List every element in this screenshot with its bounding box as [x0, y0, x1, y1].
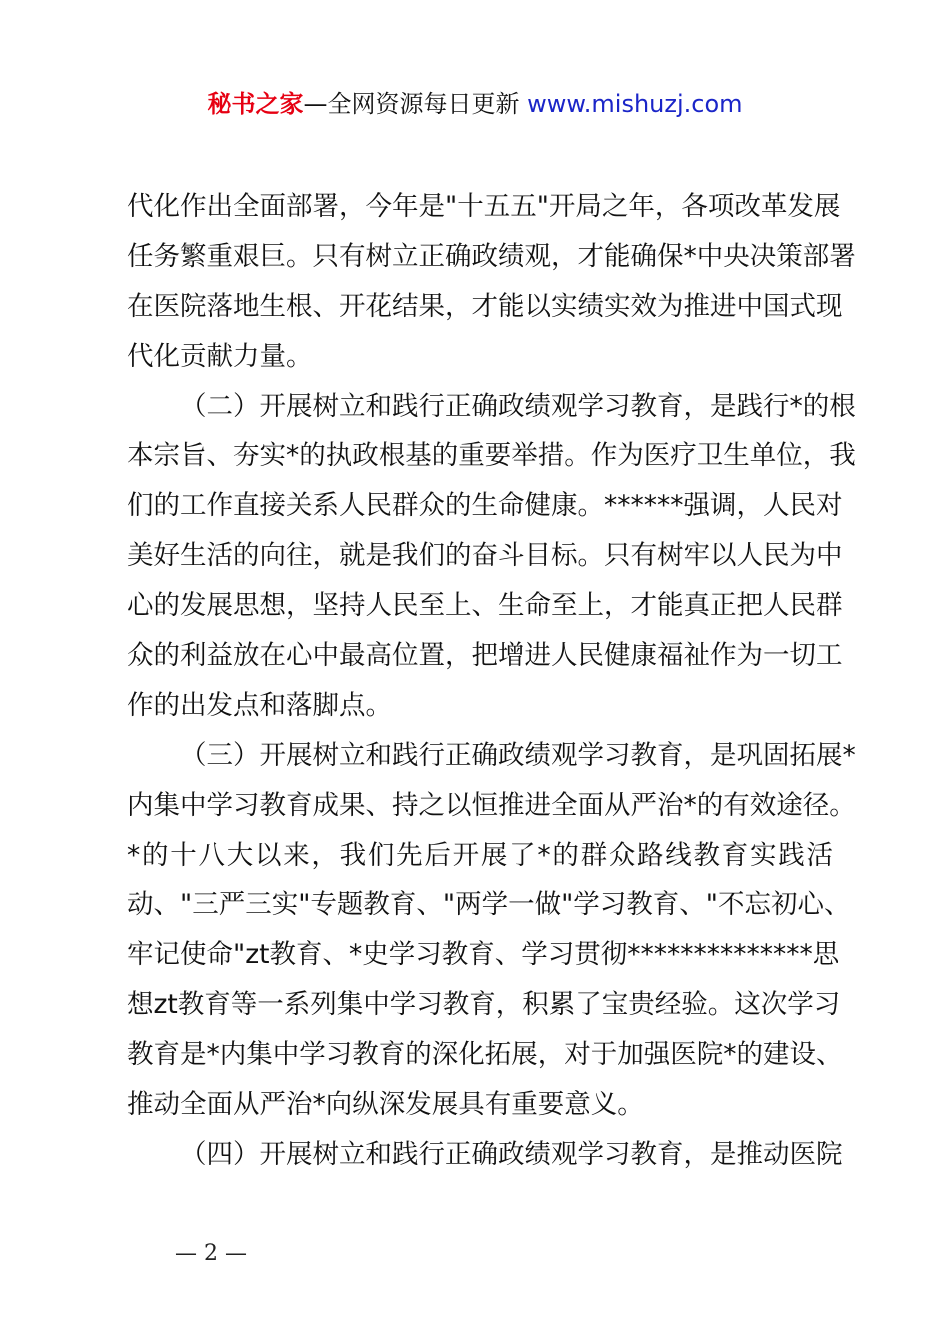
- text-line: （四）开展树立和践行正确政绩观学习教育，是推动医院: [180, 1138, 843, 1170]
- text-line: （二）开展树立和践行正确政绩观学习教育，是践行*的根: [180, 390, 856, 422]
- text-line: 美好生活的向往，就是我们的奋斗目标。只有树牢以人民为中: [127, 540, 843, 572]
- text-line: 任务繁重艰巨。只有树立正确政绩观，才能确保*中央决策部署: [127, 240, 856, 272]
- text-line: 本宗旨、夯实*的执政根基的重要举措。作为医疗卫生单位，我: [127, 440, 856, 472]
- text-line: 们的工作直接关系人民群众的生命健康。******强调，人民对: [127, 490, 843, 522]
- text-line: 内集中学习教育成果、持之以恒推进全面从严治*的有效途径。: [127, 789, 856, 821]
- site-url-link[interactable]: www.mishuzj.com: [527, 90, 743, 118]
- text-line: *的十八大以来，我们先后开展了*的群众路线教育实践活: [127, 839, 833, 871]
- text-line: 动、"三严三实"专题教育、"两学一做"学习教育、"不忘初心、: [127, 889, 851, 921]
- text-line: 教育是*内集中学习教育的深化拓展，对于加强医院*的建设、: [127, 1039, 843, 1071]
- site-header: [0, 86, 950, 122]
- text-line: 代化作出全面部署，今年是"十五五"开局之年，各项改革发展: [127, 191, 841, 222]
- page-number: — 2 —: [175, 1241, 247, 1266]
- text-line: 众的利益放在心中最高位置，把增进人民健康福祉作为一切工: [127, 640, 843, 672]
- text-line: 作的出发点和落脚点。: [127, 689, 392, 721]
- document-body: [127, 182, 856, 1180]
- text-line: 在医院落地生根、开花结果，才能以实绩实效为推进中国式现: [127, 290, 843, 322]
- text-line: 推动全面从严治*向纵深发展具有重要意义。: [127, 1089, 644, 1121]
- header-tagline: —全网资源每日更新: [303, 90, 528, 118]
- text-line: （三）开展树立和践行正确政绩观学习教育，是巩固拓展*: [180, 739, 856, 771]
- text-line: 想zt教育等一系列集中学习教育，积累了宝贵经验。这次学习: [127, 989, 841, 1021]
- text-line: 心的发展思想，坚持人民至上、生命至上，才能真正把人民群: [127, 590, 843, 622]
- text-line: 牢记使命"zt教育、*史学习教育、学习贯彻**************思: [127, 939, 840, 971]
- text-line: 代化贡献力量。: [127, 340, 313, 372]
- brand-name: 秘书之家: [207, 90, 304, 118]
